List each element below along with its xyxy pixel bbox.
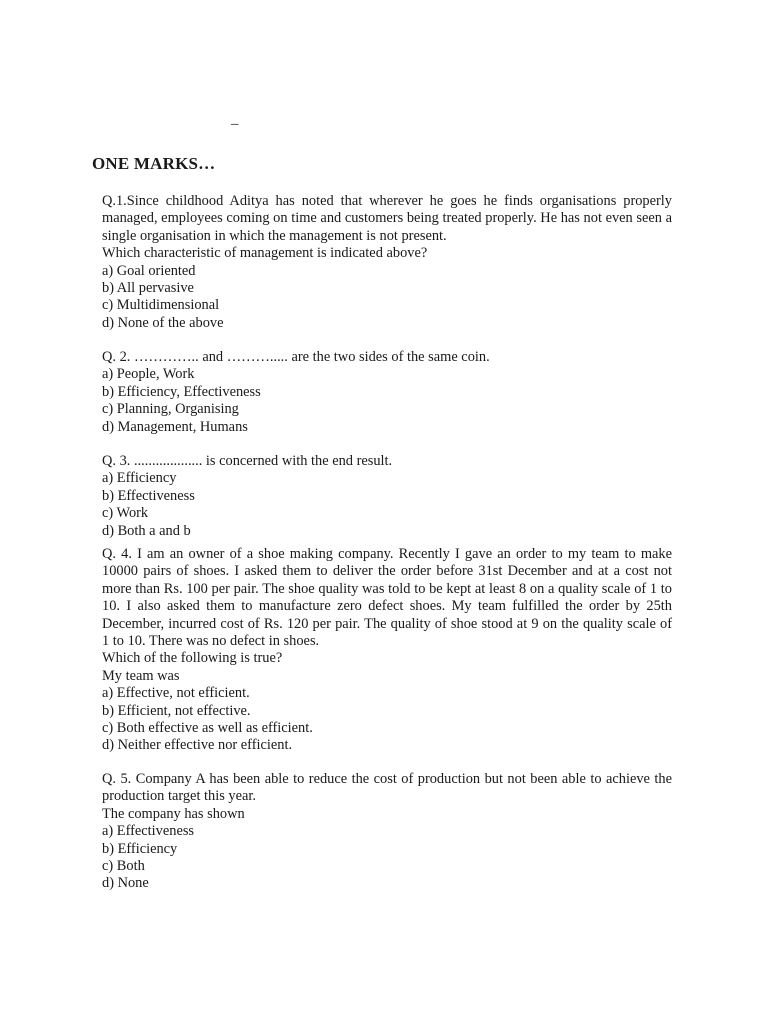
question-5-option-d: d) None [102, 875, 149, 892]
question-1-option-c: c) Multidimensional [102, 297, 220, 314]
question-2-option-b: b) Efficiency, Effectiveness [102, 383, 261, 400]
question-4-prompt: Which of the following is true? [102, 650, 283, 667]
question-1-option-b: b) All pervasive [102, 280, 194, 297]
question-2-option-a: a) People, Work [102, 366, 195, 383]
question-4-stem: Q. 4. I am an owner of a shoe making company. Recently I gave an order to my team to make 10000 pairs of shoes. I asked them to deliver the order before 31st December and at a cost not more than Rs. 100 per pair. The shoe quality was told to be kept at least 8 on a quality scale of 1 to 10. I also asked them to manufacture zero defect shoes. My team fulfilled the order by 25th December, incurred cost of Rs. 120 per pair. The quality of shoe stood at 9 on the quality scale of 1 to 10. There was no defect in shoes. [102, 546, 672, 650]
section-heading: ONE MARKS… [92, 154, 216, 173]
question-1-stem: Q.1.Since childhood Aditya has noted that wherever he goes he finds organisations properly managed, employees coming on time and customers being treated properly. He has not even seen a single organisation in which the management is not present. [102, 193, 672, 244]
question-5-prompt: The company has shown [102, 805, 245, 822]
question-4-option-c: c) Both effective as well as efficient. [102, 720, 313, 737]
question-1 [102, 193, 672, 332]
question-4-prompt-2: My team was [102, 667, 180, 684]
question-1-option-d: d) None of the above [102, 314, 224, 331]
question-5-option-a: a) Effectiveness [102, 823, 195, 840]
question-5 [102, 771, 672, 893]
question-5-stem: Q. 5. Company A has been able to reduce the cost of production but not been able to achieve the production target this year. [102, 771, 672, 805]
question-3-option-b: b) Effectiveness [102, 487, 195, 504]
question-3-option-c: c) Work [102, 505, 149, 522]
question-3-option-a: a) Efficiency [102, 470, 177, 487]
question-3 [102, 453, 672, 540]
question-3-stem: Q. 3. ................... is concerned with the end result. [102, 453, 393, 469]
question-2-option-c: c) Planning, Organising [102, 401, 239, 418]
question-4 [102, 546, 672, 755]
question-2 [102, 349, 672, 436]
question-5-option-c: c) Both [102, 858, 145, 875]
question-4-option-b: b) Efficient, not effective. [102, 702, 251, 719]
question-4-option-d: d) Neither effective nor efficient. [102, 737, 293, 754]
question-1-prompt: Which characteristic of management is indicated above? [102, 245, 428, 262]
question-5-option-b: b) Efficiency [102, 840, 178, 857]
stray-dash: – [231, 116, 239, 132]
question-2-option-d: d) Management, Humans [102, 418, 248, 435]
question-1-option-a: a) Goal oriented [102, 262, 196, 279]
question-3-option-d: d) Both a and b [102, 522, 191, 539]
question-2-stem: Q. 2. ………….. and ………..... are the two sides of the same coin. [102, 349, 490, 365]
question-4-option-a: a) Effective, not efficient. [102, 685, 250, 702]
